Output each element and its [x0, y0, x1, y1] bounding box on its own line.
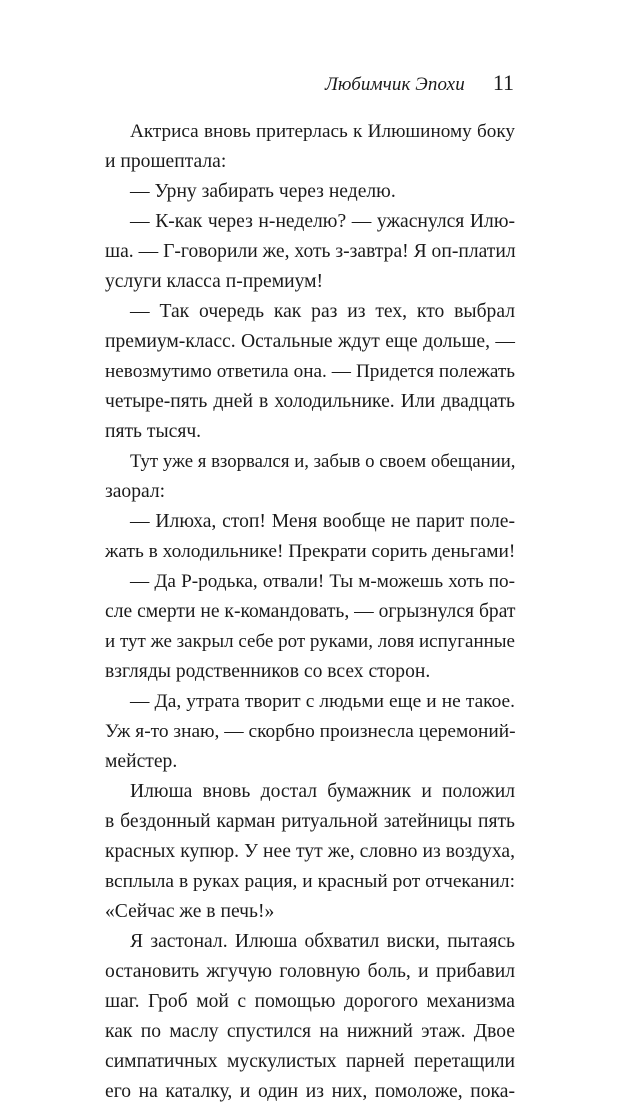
text-line: жать в холодильнике! Прекрати сорить деньгами!: [105, 541, 516, 562]
text-line: всплыла в руках рация, и красный рот отчеканил:: [105, 871, 515, 892]
text-line: остановить жгучую головную боль, и прибавил: [105, 961, 515, 982]
text-line: Актриса вновь притерлась к Илюшиному боку: [130, 121, 515, 142]
text-line: и прошептала:: [105, 151, 227, 172]
text-line: Илюша вновь достал бумажник и положил: [130, 781, 515, 802]
text-line: симпатичных мускулистых парней перетащили: [105, 1051, 515, 1072]
text-line: «Сейчас же в печь!»: [105, 901, 275, 922]
text-line: ша. — Г-говорили же, хоть з-завтра! Я оп-платил: [105, 241, 516, 262]
text-line: в бездонный карман ритуальной затейницы пять: [105, 811, 515, 832]
running-title: Любимчик Эпохи: [325, 74, 465, 95]
text-line: премиум-класс. Остальные ждут еще дольше, —: [105, 331, 515, 352]
text-line: как по маслу спустился на нижний этаж. Двое: [105, 1021, 515, 1042]
text-line: четыре-пять дней в холодильнике. Или двадцать: [105, 391, 515, 412]
body-text: [105, 117, 515, 1107]
text-line: и тут же закрыл себе рот руками, ловя испуганные: [105, 631, 515, 652]
text-line: заорал:: [105, 481, 166, 502]
text-line: мейстер.: [105, 751, 178, 772]
text-line: — Да, утрата творит с людьми еще и не такое.: [130, 691, 515, 712]
text-line: — Так очередь как раз из тех, кто выбрал: [130, 301, 515, 322]
text-line: его на каталку, и один из них, помоложе, пока-: [105, 1081, 515, 1102]
text-line: Тут уже я взорвался и, забыв о своем обещании,: [130, 451, 516, 472]
text-line: Я застонал. Илюша обхватил виски, пытаясь: [130, 931, 515, 952]
text-line: — Илюха, стоп! Меня вообще не парит поле-: [130, 511, 515, 532]
text-line: Уж я-то знаю, — скорбно произнесла церемоний-: [105, 721, 516, 742]
text-line: красных купюр. У нее тут же, словно из воздуха,: [105, 841, 515, 862]
page-number: 11: [492, 70, 514, 95]
running-head: [325, 70, 514, 96]
text-line: — Да Р-родька, отвали! Ты м-можешь хоть по-: [130, 571, 515, 592]
text-line: услуги класса п-премиум!: [105, 271, 324, 292]
text-line: сле смерти не к-командовать, — огрызнулся брат: [105, 601, 516, 622]
text-line: пять тысяч.: [105, 421, 202, 442]
text-line: шаг. Гроб мой с помощью дорогого механизма: [105, 991, 515, 1012]
text-line: — Урну забирать через неделю.: [130, 181, 396, 202]
text-line: невозмутимо ответила она. — Придется полежать: [105, 361, 515, 382]
text-line: взгляды родственников со всех сторон.: [105, 661, 431, 682]
text-line: — К-как через н-неделю? — ужаснулся Илю-: [130, 211, 515, 232]
